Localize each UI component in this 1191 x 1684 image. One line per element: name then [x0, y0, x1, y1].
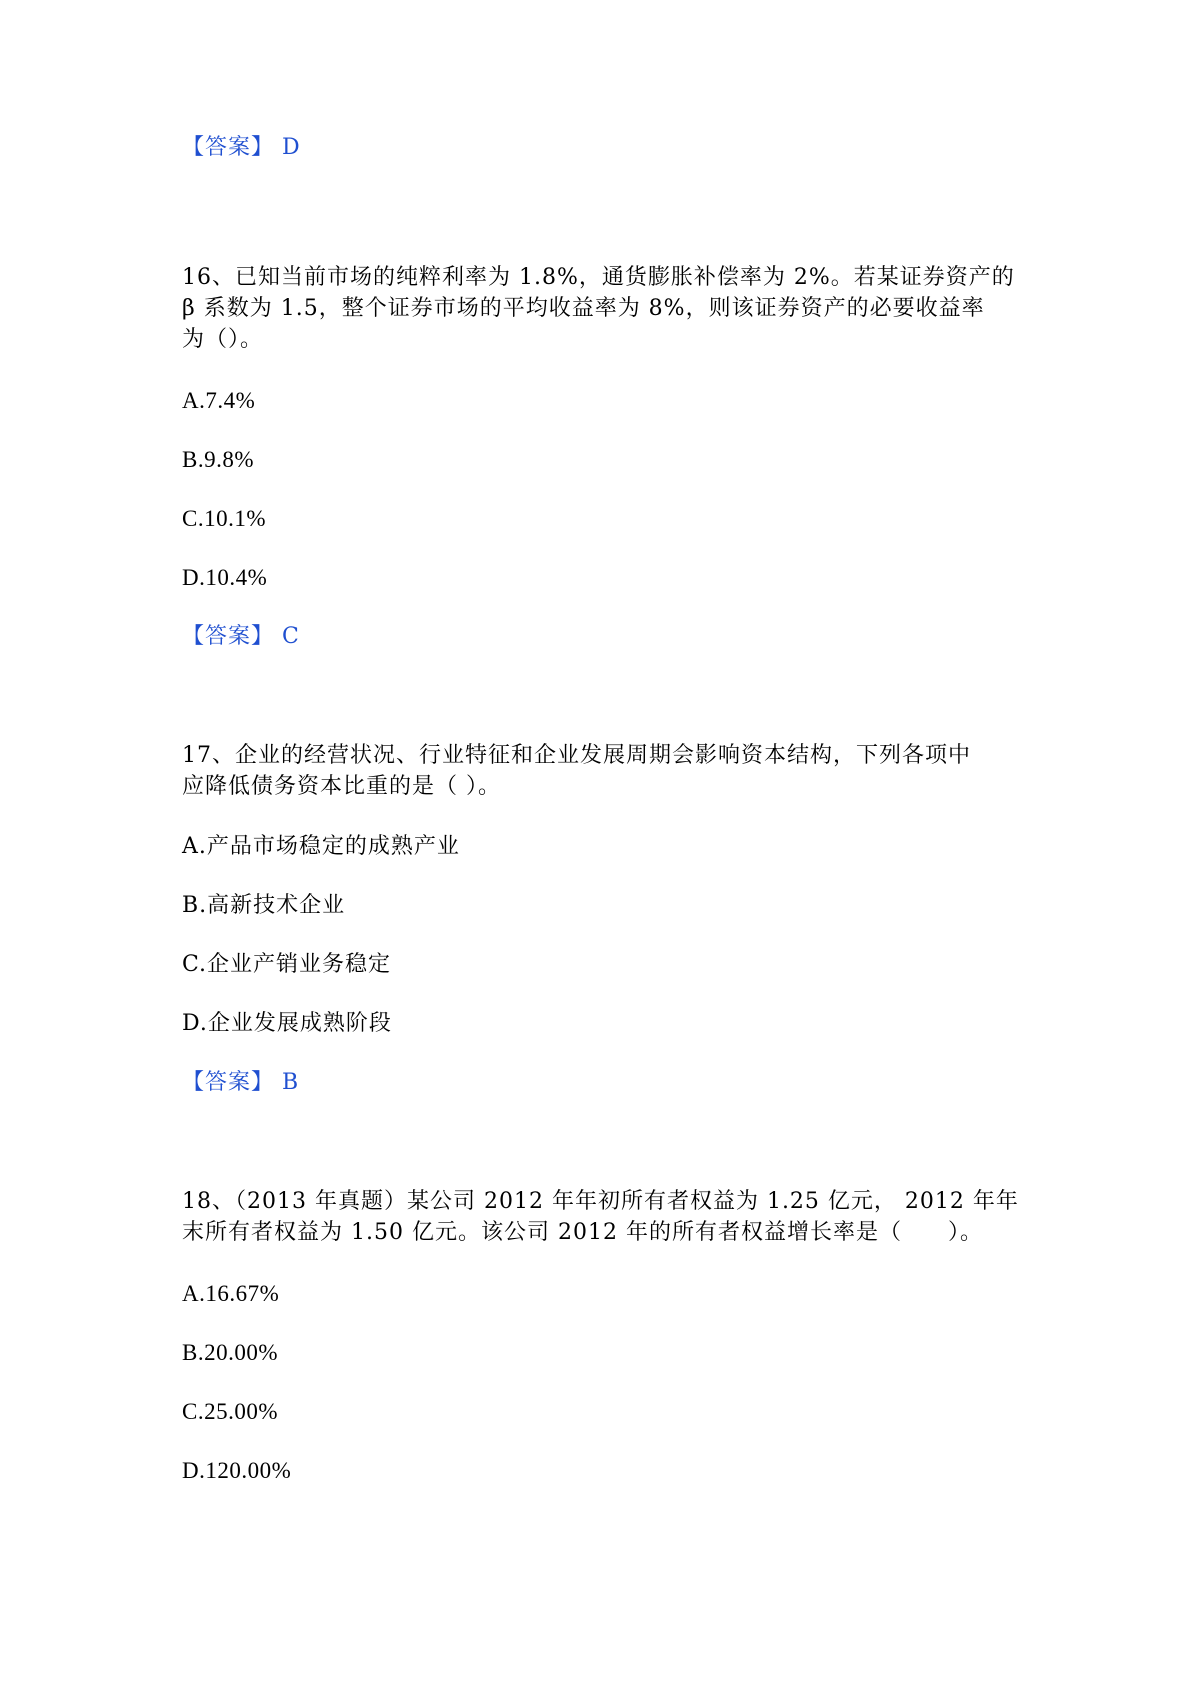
- question-17-option-b: B.高新技术企业: [182, 893, 346, 918]
- question-16-line-1: 16、已知当前市场的纯粹利率为 1.8%，通货膨胀补偿率为 2%。若某证券资产的: [182, 265, 1015, 290]
- question-17-option-a: A.产品市场稳定的成熟产业: [182, 834, 460, 859]
- answer-label: 【答案】: [182, 624, 275, 649]
- question-16-option-c: C.10.1%: [182, 506, 266, 531]
- answer-value: B: [282, 1070, 300, 1095]
- question-16-option-b: B.9.8%: [182, 447, 254, 472]
- question-18-option-d: D.120.00%: [182, 1458, 292, 1483]
- question-18: [182, 1186, 1019, 1248]
- question-16: [182, 262, 1015, 355]
- answer-15: [182, 132, 301, 164]
- answer-value: C: [282, 624, 300, 649]
- answer-label: 【答案】: [182, 1070, 275, 1095]
- question-17-option-c: C.企业产销业务稳定: [182, 952, 392, 977]
- question-17-line-1: 17、企业的经营状况、行业特征和企业发展周期会影响资本结构，下列各项中: [182, 743, 971, 768]
- question-16-option-a: A.7.4%: [182, 388, 256, 413]
- question-18-line-1: 18、（2013 年真题）某公司 2012 年年初所有者权益为 1.25 亿元， 2012 年年: [182, 1189, 1019, 1214]
- question-18-option-a: A.16.67%: [182, 1281, 280, 1306]
- question-17-line-2: 应降低债务资本比重的是（ ）。: [182, 774, 501, 799]
- answer-17: [182, 1067, 299, 1099]
- question-16-line-2: β 系数为 1.5，整个证券市场的平均收益率为 8%，则该证券资产的必要收益率: [182, 296, 985, 321]
- question-16-line-3: 为（）。: [182, 327, 264, 352]
- answer-16: [182, 621, 300, 653]
- question-18-option-b: B.20.00%: [182, 1340, 278, 1365]
- question-18-option-c: C.25.00%: [182, 1399, 278, 1424]
- question-16-option-d: D.10.4%: [182, 565, 268, 590]
- answer-label: 【答案】: [182, 135, 275, 160]
- question-17: [182, 740, 1012, 802]
- answer-value: D: [282, 135, 301, 160]
- question-17-option-d: D.企业发展成熟阶段: [182, 1011, 392, 1036]
- question-18-line-2: 末所有者权益为 1.50 亿元。该公司 2012 年的所有者权益增长率是（ ）。: [182, 1220, 983, 1245]
